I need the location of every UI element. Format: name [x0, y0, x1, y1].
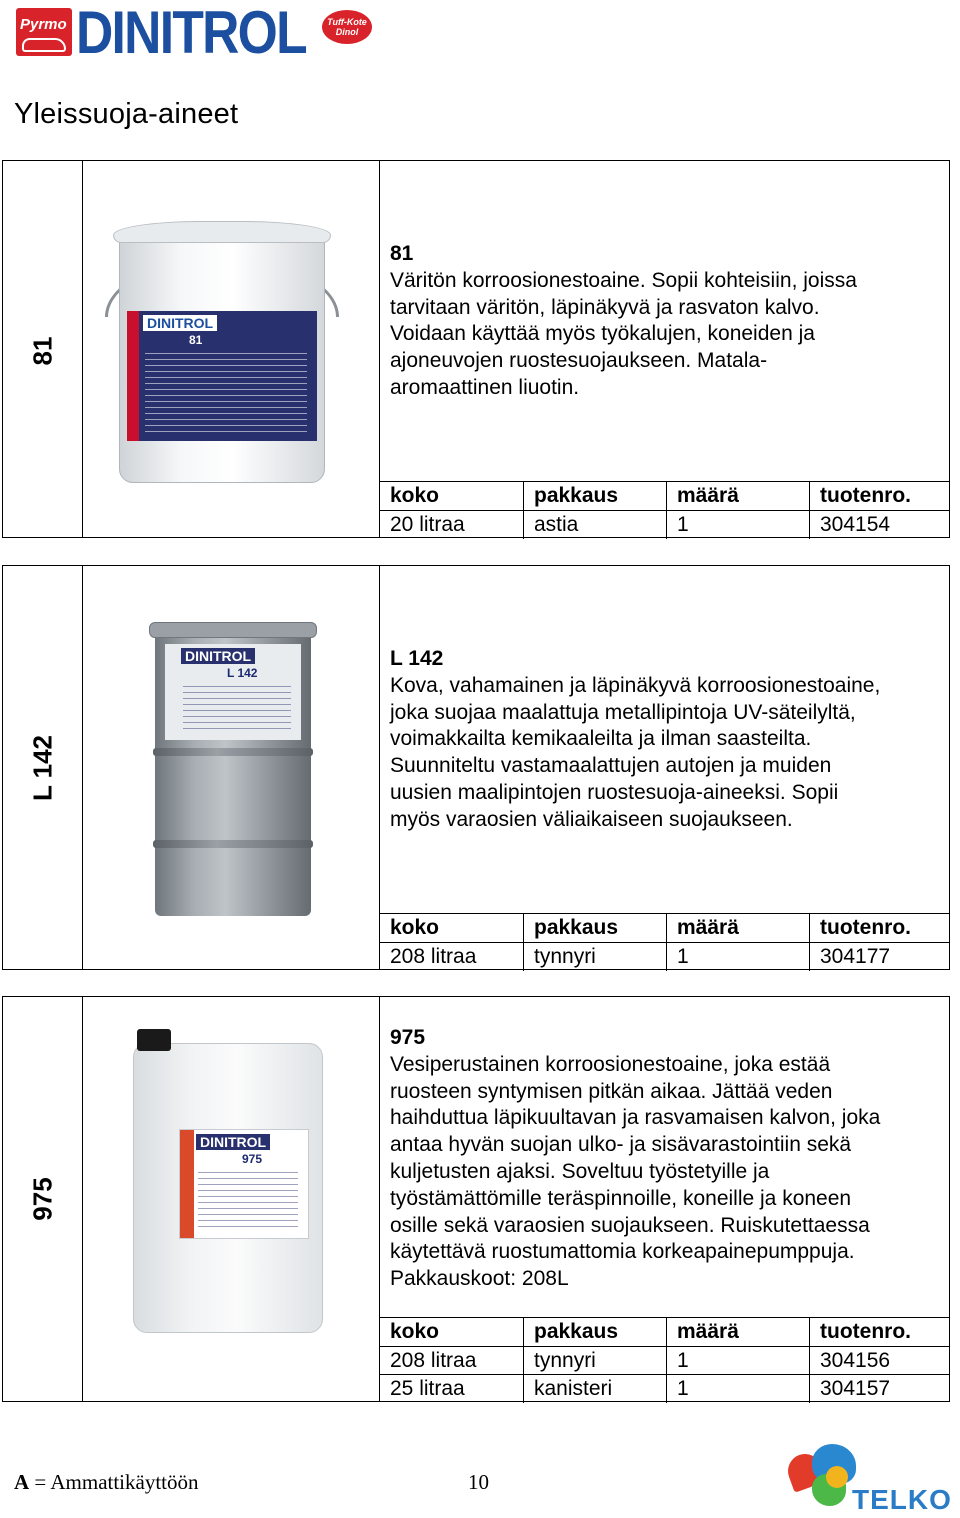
label-text-lines [198, 1172, 298, 1230]
cell-koko: 208 litraa [390, 1349, 477, 1372]
product-description-line: Väritön korroosionestoaine. Sopii kohteisiin, joissa [390, 268, 857, 292]
spec-header-koko: koko [390, 484, 440, 507]
spec-header-row [380, 914, 949, 942]
table-row [380, 1346, 949, 1374]
label-stripe [180, 1130, 194, 1238]
cell-tuotenro: 304177 [809, 943, 951, 971]
cell-koko: 20 litraa [390, 513, 465, 536]
product-description-line: ruosteen syntymisen pitkän aikaa. Jättää veden [390, 1079, 833, 1103]
product-description-line: kuljetusten ajaksi. Soveltuu työstetyille ja [390, 1159, 770, 1183]
drum-image [155, 630, 311, 916]
pymo-logo-badge [16, 8, 72, 56]
cell-tuotenro: 304157 [809, 1375, 951, 1403]
product-info [390, 646, 948, 834]
label-text-lines [183, 686, 291, 732]
spec-header-koko: koko [390, 916, 440, 939]
cell-pakkaus: tynnyri [523, 943, 666, 971]
product-block-975 [2, 996, 950, 1402]
spec-header-koko: koko [390, 1320, 440, 1343]
product-description-line: Suunniteltu vastamaalattujen autojen ja muiden [390, 754, 832, 778]
spec-header-maara: määrä [666, 482, 809, 510]
side-label: L 142 [27, 734, 57, 802]
telko-wordmark: TELKO [852, 1484, 952, 1515]
cell-pakkaus: kanisteri [523, 1375, 666, 1403]
product-code: 81 [390, 242, 414, 265]
product-label [165, 644, 301, 740]
telko-logo [786, 1444, 958, 1514]
tuff-kote-badge: Tuff-Kote Dinol [322, 10, 372, 44]
cell-tuotenro: 304154 [809, 511, 951, 539]
label-stripe [127, 311, 139, 441]
drum-rim [149, 622, 317, 638]
product-image-cell [83, 566, 380, 969]
side-label-cell [3, 161, 83, 537]
cell-tuotenro: 304156 [809, 1347, 951, 1375]
product-description-line: haihduttua läpikuultavan ja rasvamaisen kalvon, joka [390, 1106, 881, 1130]
legend-key: A [14, 1470, 30, 1494]
label-text-lines [145, 353, 307, 433]
pymo-logo-text: Pyrmo [20, 16, 67, 33]
product-description-line: Pakkauskoot: 208L [390, 1267, 569, 1291]
product-description-line: käytettävä ruostumattomia korkeapainepumppuja. [390, 1240, 855, 1264]
product-description-line: osille sekä varaosien suojaukseen. Ruiskutettaessa [390, 1213, 870, 1237]
cell-maara: 1 [666, 1347, 809, 1375]
product-block-81 [2, 160, 950, 538]
product-description-line: Vesiperustainen korroosionestoaine, joka estää [390, 1052, 831, 1076]
footer-legend [14, 1470, 199, 1495]
page-number: 10 [468, 1470, 489, 1494]
spec-table [380, 913, 949, 970]
spec-header-row [380, 1318, 949, 1346]
product-block-l142 [2, 565, 950, 970]
car-icon [22, 38, 66, 52]
spec-header-tuotenro: tuotenro. [809, 1318, 951, 1346]
table-row [380, 510, 949, 538]
label-brand: DINITROL [196, 1134, 270, 1150]
cell-koko: 208 litraa [390, 945, 477, 968]
product-info [390, 1025, 948, 1293]
page-title: Yleissuoja-aineet [14, 98, 239, 130]
table-row [380, 1374, 949, 1402]
spec-header-maara: määrä [666, 914, 809, 942]
canister-cap [137, 1029, 171, 1051]
product-description-line: ajoneuvojen ruostesuojaukseen. Matala- [390, 349, 768, 373]
cell-maara: 1 [666, 1375, 809, 1403]
side-label-cell [3, 997, 83, 1401]
product-description-line: uusien maalipintojen ruostesuoja-aineeksi. Sopii [390, 780, 839, 804]
product-description-line: Kova, vahamainen ja läpinäkyvä korroosionestoaine, [390, 673, 881, 697]
side-label: 975 [27, 1177, 57, 1221]
product-description-line: myös varaosien väliaikaiseen suojaukseen. [390, 807, 793, 831]
spec-header-tuotenro: tuotenro. [809, 482, 951, 510]
product-description-line: tarvitaan väritön, läpinäkyvä ja rasvaton kalvo. [390, 295, 820, 319]
side-label: 81 [27, 336, 57, 366]
brand-name: DINITROL [76, 0, 306, 66]
product-image-cell [83, 161, 380, 537]
cell-maara: 1 [666, 943, 809, 971]
spec-table [380, 481, 949, 538]
cell-maara: 1 [666, 511, 809, 539]
spec-header-tuotenro: tuotenro. [809, 914, 951, 942]
cell-koko: 25 litraa [390, 1377, 465, 1400]
label-number: L 142 [227, 666, 258, 680]
label-brand: DINITROL [181, 648, 255, 664]
product-description-line: Voidaan käyttää myös työkalujen, koneiden ja [390, 322, 815, 346]
label-number: 81 [189, 333, 203, 347]
product-code: L 142 [390, 647, 444, 670]
product-code: 975 [390, 1026, 426, 1049]
drum-rib [153, 840, 313, 848]
pail-image [119, 221, 325, 483]
product-description-line: työstämättömille teräspinnoille, koneille ja koneen [390, 1186, 852, 1210]
product-description-line: antaa hyvän suojan ulko- ja sisävarastointiin sekä [390, 1133, 852, 1157]
drum-rib [153, 748, 313, 756]
spec-header-pakkaus: pakkaus [523, 482, 666, 510]
cell-pakkaus: astia [523, 511, 666, 539]
side-label-cell [3, 566, 83, 969]
dinitrol-logo [16, 0, 367, 66]
pail-lid [113, 221, 331, 243]
spec-header-row [380, 482, 949, 510]
label-brand: DINITROL [143, 315, 217, 331]
telko-logo-mark [826, 1466, 848, 1488]
spec-header-pakkaus: pakkaus [523, 914, 666, 942]
product-label [127, 311, 317, 441]
legend-text: = Ammattikäyttöön [29, 1470, 199, 1494]
label-number: 975 [242, 1152, 263, 1166]
product-label [179, 1129, 309, 1239]
product-info [390, 241, 948, 402]
table-row [380, 942, 949, 970]
spec-header-pakkaus: pakkaus [523, 1318, 666, 1346]
product-description-line: joka suojaa maalattuja metallipintoja UV-säteilyltä, [390, 700, 856, 724]
product-description-line: aromaattinen liuotin. [390, 375, 580, 399]
canister-image [133, 1043, 323, 1333]
cell-pakkaus: tynnyri [523, 1347, 666, 1375]
spec-table [380, 1317, 949, 1402]
product-image-cell [83, 997, 380, 1401]
spec-header-maara: määrä [666, 1318, 809, 1346]
product-description-line: voimakkailta kemikaaleilta ja ilman saasteilta. [390, 727, 812, 751]
